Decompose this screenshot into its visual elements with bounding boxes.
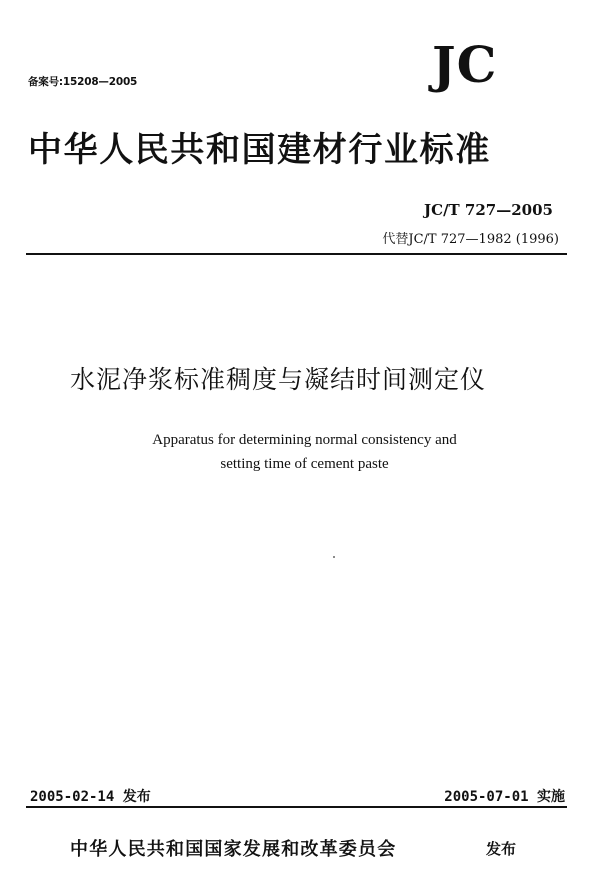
standard-number: JC/T 727—2005 [424,201,553,219]
english-title-line-1: Apparatus for determining normal consistency and [152,432,457,448]
document-title-chinese: 水泥净浆标准稠度与凝结时间测定仪 [70,365,487,394]
document-title-english [0,428,609,476]
industry-standard-title: 中华人民共和国建材行业标准 [28,130,491,170]
implementation-date: 2005-07-01 实施 [444,789,565,805]
english-title-line-2: setting time of cement paste [220,456,389,472]
replaces-standard: 代替JC/T 727—1982 (1996) [382,232,559,247]
jc-logo: JC [432,35,498,94]
issued-label: 发布 [486,840,517,858]
issue-date: 2005-02-14 发布 [30,789,151,805]
issuing-authority: 中华人民共和国国家发展和改革委员会 [70,839,397,860]
scan-speck [333,556,335,558]
top-divider [26,253,567,255]
bottom-divider [26,806,567,808]
filing-number: 备案号:15208—2005 [28,76,138,88]
